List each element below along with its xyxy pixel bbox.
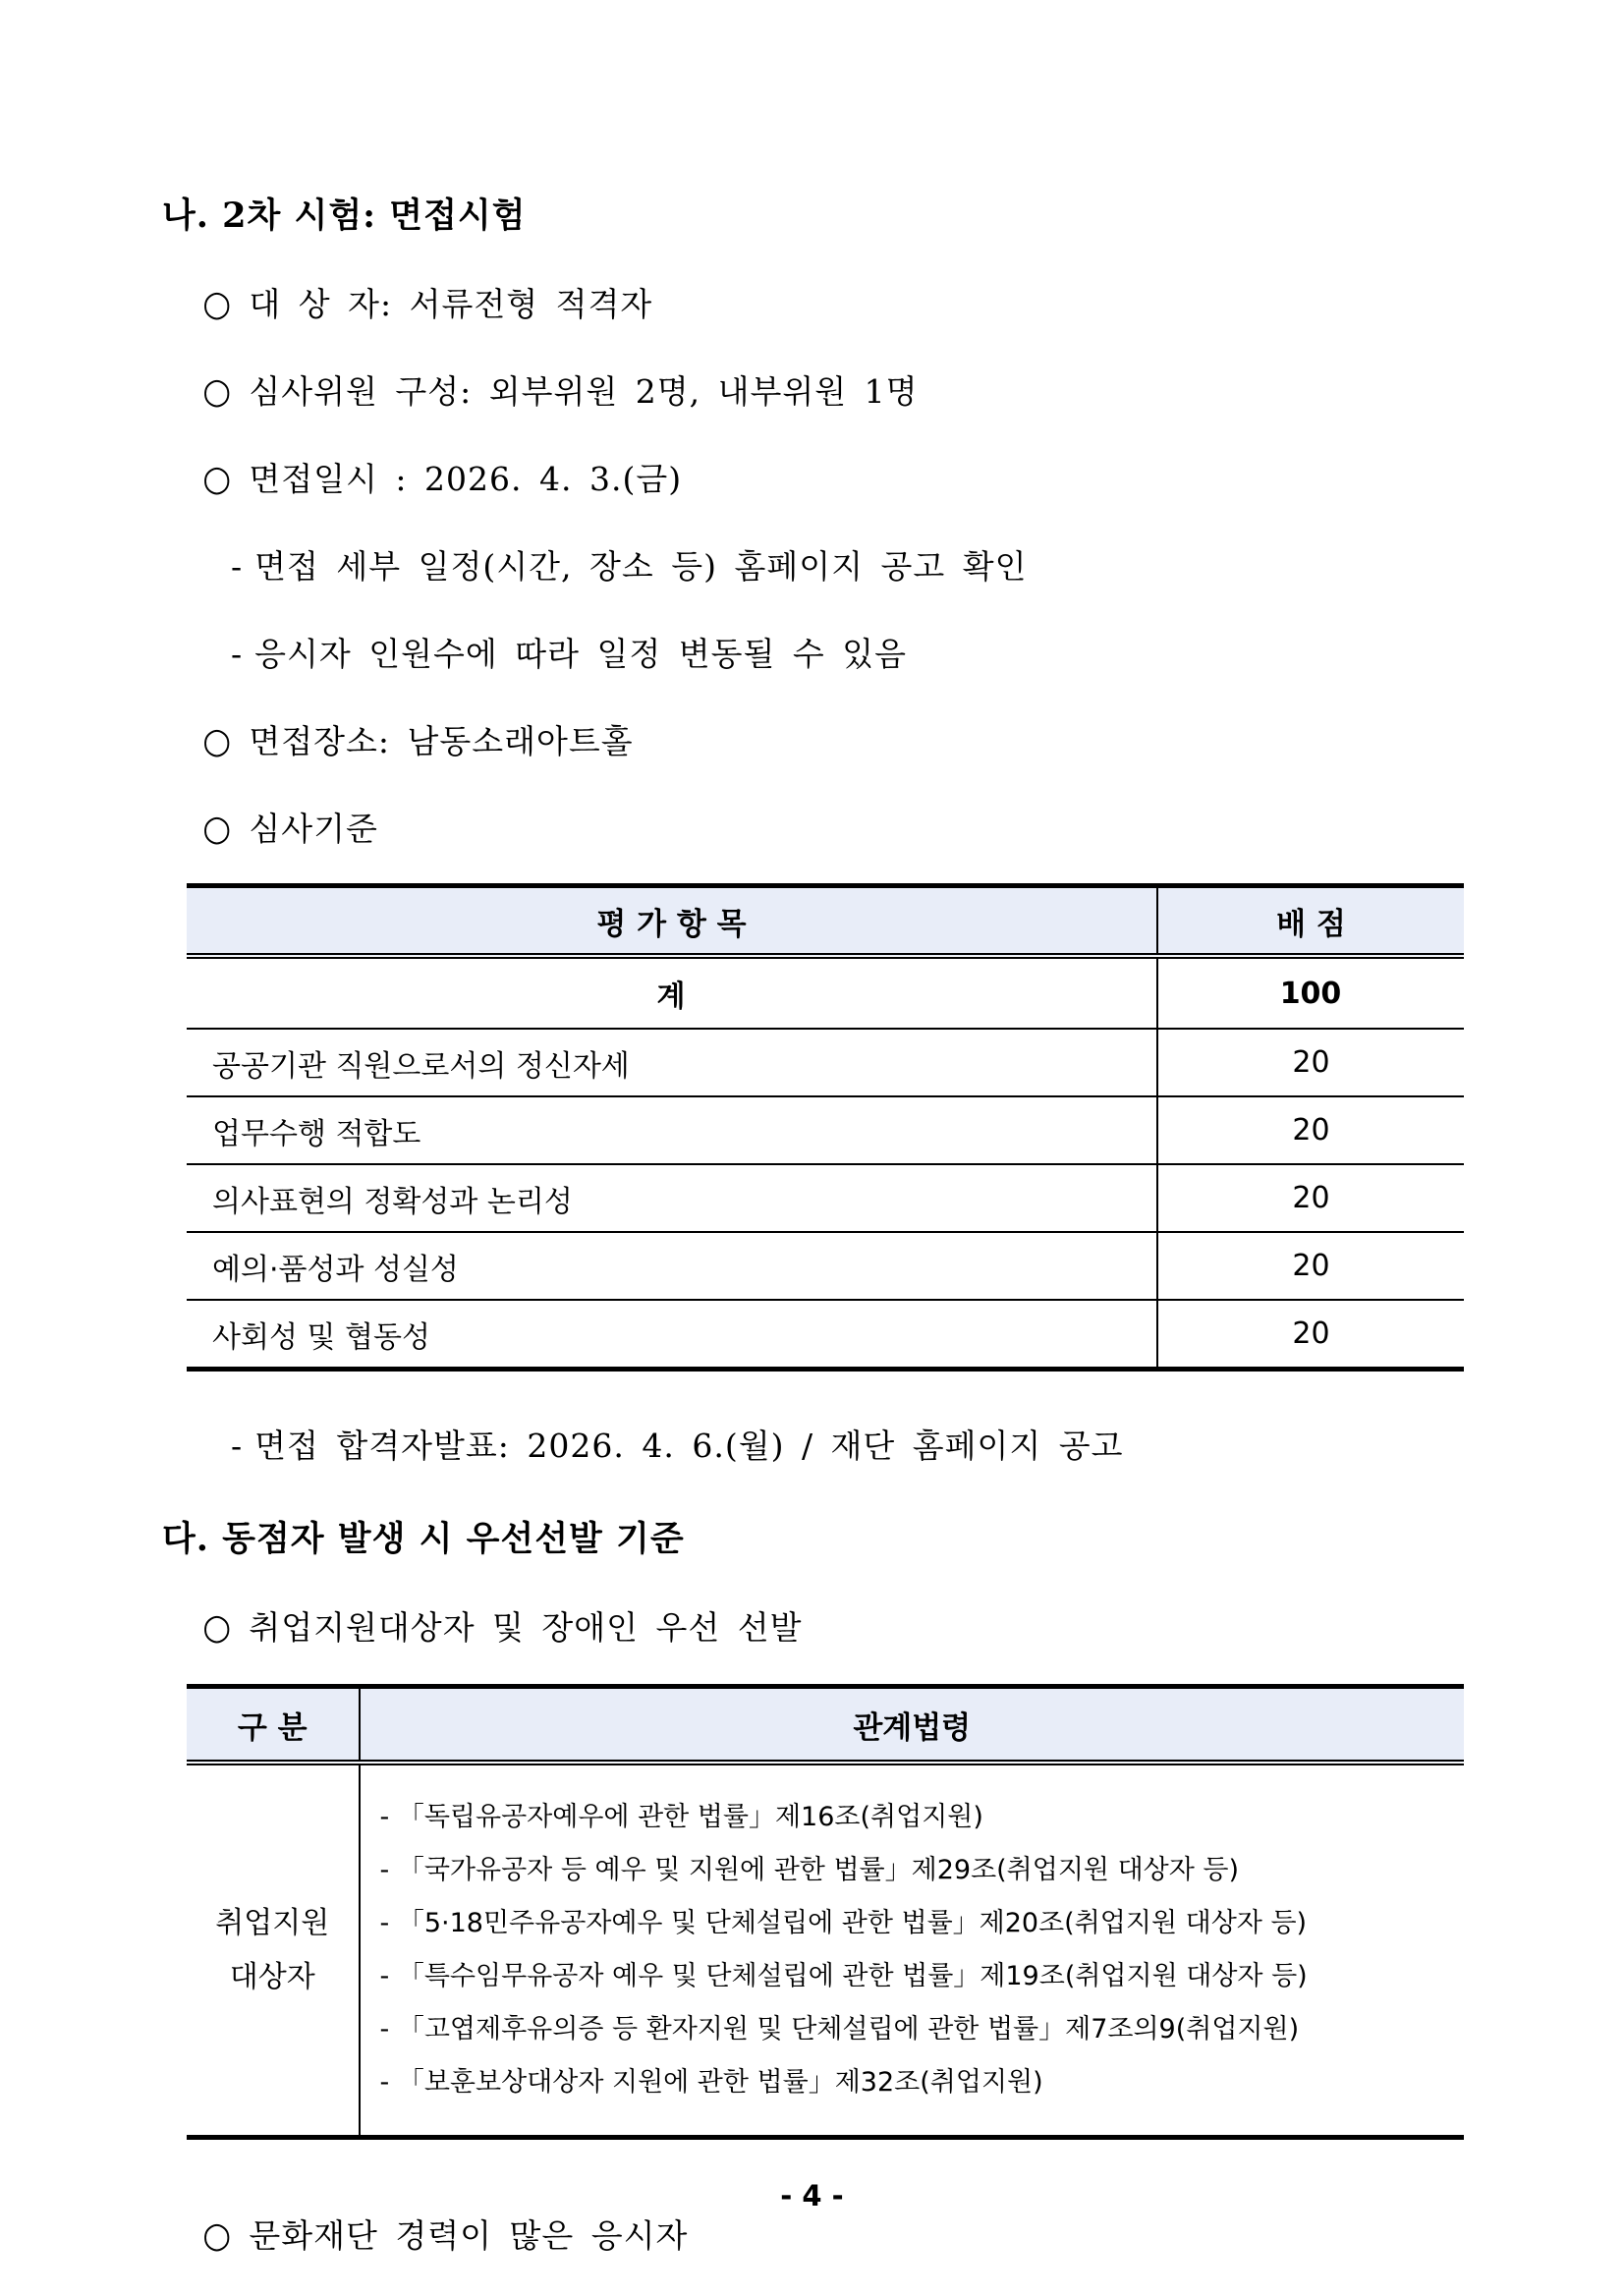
column-header-law: 관계법령 bbox=[360, 1687, 1465, 1764]
dash-marker: - bbox=[231, 635, 244, 673]
evaluation-score-table bbox=[187, 883, 1464, 1372]
law-list-cell bbox=[360, 1763, 1465, 2138]
category-line: 취업지원 bbox=[215, 1905, 330, 1940]
table-row bbox=[187, 1164, 1464, 1232]
table-row bbox=[187, 1763, 1464, 2138]
table-row bbox=[187, 1029, 1464, 1096]
law-line: - 「국가유공자 등 예우 및 지원에 관한 법률」제29조(취업지원 대상자 등) bbox=[379, 1855, 1240, 1885]
list-item-text: 응시자 인원수에 따라 일정 변동될 수 있음 bbox=[254, 635, 908, 673]
priority-law-table bbox=[187, 1684, 1464, 2140]
list-item bbox=[201, 2211, 1464, 2257]
list-item-text: 대 상 자: 서류전형 적격자 bbox=[249, 285, 653, 323]
circle-bullet-marker: ○ bbox=[202, 371, 233, 412]
circle-bullet-marker: ○ bbox=[202, 809, 233, 849]
item-cell: 업무수행 적합도 bbox=[187, 1096, 1157, 1164]
list-item-text: 심사기준 bbox=[249, 810, 378, 848]
law-line: - 「특수임무유공자 예우 및 단체설립에 관한 법률」제19조(취업지원 대상자 등) bbox=[379, 1961, 1308, 1991]
column-header-category: 구 분 bbox=[187, 1687, 360, 1764]
page-number: - 4 - bbox=[780, 2179, 844, 2212]
score-cell: 20 bbox=[1157, 1029, 1464, 1096]
item-cell: 예의·품성과 성실성 bbox=[187, 1232, 1157, 1300]
sub-list-item bbox=[231, 541, 1464, 588]
item-cell: 의사표현의 정확성과 논리성 bbox=[187, 1164, 1157, 1232]
sub-list-item bbox=[231, 629, 1464, 675]
table-row bbox=[187, 1232, 1464, 1300]
score-cell: 20 bbox=[1157, 1232, 1464, 1300]
item-cell: 계 bbox=[656, 980, 686, 1014]
table-row bbox=[187, 1096, 1464, 1164]
circle-bullet-marker: ○ bbox=[202, 284, 233, 324]
list-item bbox=[201, 366, 1464, 413]
list-item bbox=[201, 716, 1464, 762]
section-heading-da: 다. 동점자 발생 시 우선선발 기준 bbox=[162, 1519, 685, 1559]
dash-marker: - bbox=[231, 547, 244, 586]
score-cell: 20 bbox=[1157, 1096, 1464, 1164]
score-cell: 20 bbox=[1157, 1300, 1464, 1370]
list-item-text: 문화재단 경력이 많은 응시자 bbox=[249, 2216, 689, 2255]
list-item-text: 면접 세부 일정(시간, 장소 등) 홈페이지 공고 확인 bbox=[254, 547, 1028, 586]
list-item bbox=[201, 279, 1464, 325]
section-heading-na: 나. 2차 시험: 면접시험 bbox=[162, 196, 527, 236]
category-line: 대상자 bbox=[229, 1960, 315, 1994]
item-cell: 공공기관 직원으로서의 정신자세 bbox=[187, 1029, 1157, 1096]
table-row bbox=[187, 1300, 1464, 1370]
table-row bbox=[187, 956, 1464, 1029]
category-cell bbox=[187, 1763, 360, 2138]
list-item bbox=[201, 1602, 1464, 1649]
list-item-text: 면접장소: 남동소래아트홀 bbox=[249, 722, 634, 760]
column-header-score: 배 점 bbox=[1157, 886, 1464, 957]
law-line: - 「독립유공자예우에 관한 법률」제16조(취업지원) bbox=[379, 1802, 983, 1832]
circle-bullet-marker: ○ bbox=[202, 721, 233, 761]
circle-bullet-marker: ○ bbox=[202, 1607, 233, 1648]
list-item bbox=[201, 804, 1464, 850]
item-cell: 사회성 및 협동성 bbox=[187, 1300, 1157, 1370]
law-line: - 「고엽제후유의증 등 환자지원 및 단체설립에 관한 법률」제7조의9(취업지원) bbox=[379, 2014, 1300, 2044]
circle-bullet-marker: ○ bbox=[202, 2215, 233, 2256]
list-item bbox=[201, 454, 1464, 500]
table-header-row bbox=[187, 1687, 1464, 1764]
column-header-item: 평 가 항 목 bbox=[187, 886, 1157, 957]
list-item-text: 심사위원 구성: 외부위원 2명, 내부위원 1명 bbox=[249, 372, 919, 411]
list-item-text: 취업지원대상자 및 장애인 우선 선발 bbox=[249, 1608, 803, 1647]
list-item-text: 면접 합격자발표: 2026. 4. 6.(월) / 재단 홈페이지 공고 bbox=[254, 1427, 1124, 1465]
sub-list-item bbox=[231, 1421, 1464, 1467]
table-header-row bbox=[187, 886, 1464, 957]
list-item-text: 면접일시 : 2026. 4. 3.(금) bbox=[249, 460, 683, 498]
circle-bullet-marker: ○ bbox=[202, 459, 233, 499]
dash-marker: - bbox=[231, 1427, 244, 1465]
law-line: - 「보훈보상대상자 지원에 관한 법률」제32조(취업지원) bbox=[379, 2067, 1043, 2098]
score-cell: 100 bbox=[1157, 956, 1464, 1029]
score-cell: 20 bbox=[1157, 1164, 1464, 1232]
law-line: - 「5·18민주유공자예우 및 단체설립에 관한 법률」제20조(취업지원 대상자 등) bbox=[379, 1908, 1308, 1938]
